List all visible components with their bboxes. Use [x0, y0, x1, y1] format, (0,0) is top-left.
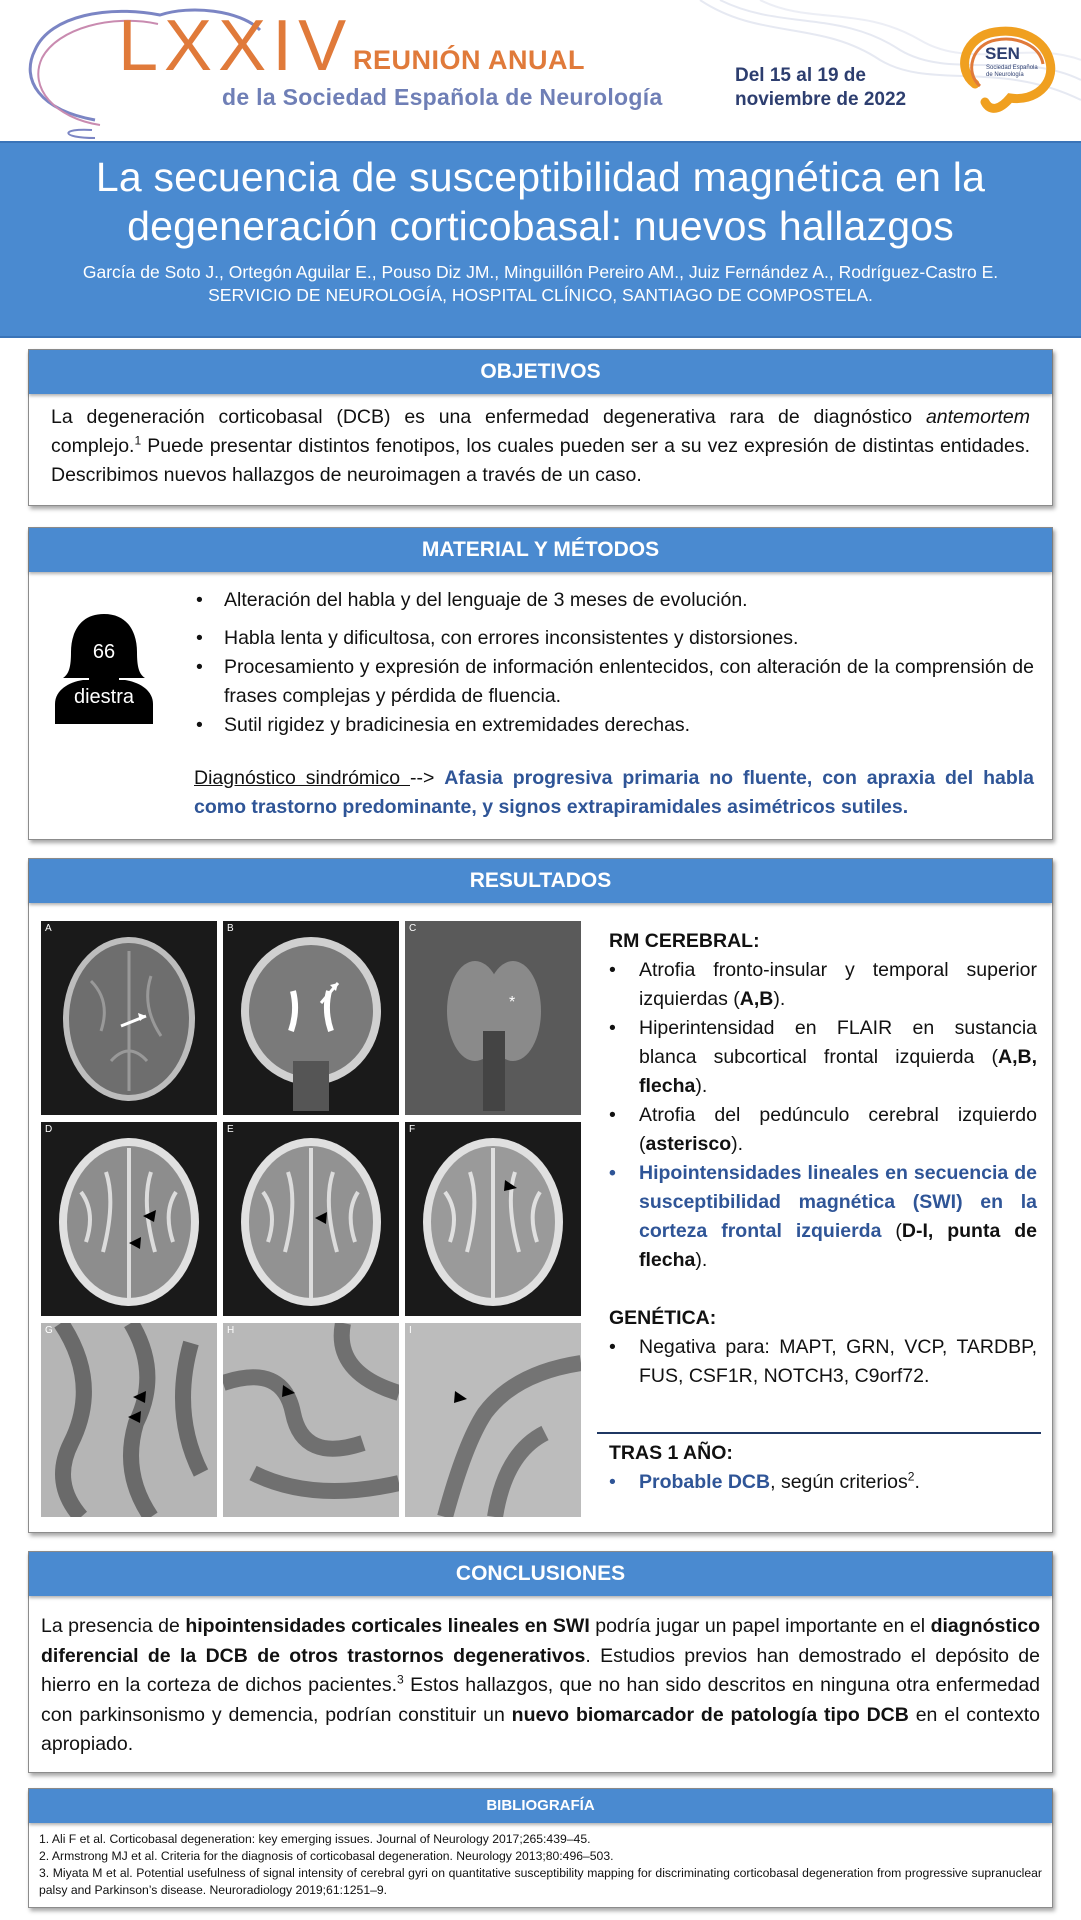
- section-heading: RESULTADOS: [29, 859, 1052, 903]
- event-name: REUNIÓN ANUAL: [353, 45, 585, 75]
- syndromic-diagnosis: Diagnóstico sindrómico --> Afasia progresiva primaria no fluente, con apraxia del habla como trastorno predominante, y signos extrapiramidales asimétricos sutiles.: [194, 767, 1035, 818]
- event-dates: [735, 64, 906, 112]
- mri-panel-a: [41, 921, 217, 1115]
- mri-panel-c: [405, 921, 581, 1115]
- title-line-2: degeneración corticobasal: nuevos hallazgos: [127, 203, 954, 249]
- section-heading: BIBLIOGRAFÍA: [29, 1789, 1052, 1823]
- list-item: • Atrofia del pedúnculo cerebral izquierdo (asterisco).: [609, 1101, 1037, 1159]
- date-line-1: Del 15 al 19 de: [735, 65, 866, 86]
- mri-findings: [609, 927, 1037, 1391]
- divider: [597, 1432, 1041, 1434]
- objetivos-text: La degeneración corticobasal (DCB) es una enfermedad degenerativa rara de diagnóstico antemortem complejo.$^1$ Puede presentar distintos fenotipos, los cuales pueden ser a su vez expresión de distintas entidades. Describimos nuevos hallazgos de neuroimagen a través de un caso.: [51, 406, 1030, 486]
- list-item: • Habla lenta y dificultosa, con errores inconsistentes y distorsiones.: [194, 624, 1034, 653]
- panel-label: C: [409, 923, 417, 934]
- section-heading: OBJETIVOS: [29, 350, 1052, 394]
- society-name: de la Sociedad Española de Neurología: [222, 84, 663, 110]
- list-item: • Negativa para: MAPT, GRN, VCP, TARDBP, FUS, CSF1R, NOTCH3, C9orf72.: [609, 1333, 1037, 1391]
- follow-up-heading: TRAS 1 AÑO:: [609, 1442, 733, 1464]
- reference-item: 1. Ali F et al. Corticobasal degeneration: key emerging issues. Journal of Neurology 2017;265:439–45.: [39, 1832, 591, 1846]
- svg-text:*: *: [509, 994, 516, 1011]
- panel-label: I: [409, 1325, 412, 1336]
- date-line-2: noviembre de 2022: [735, 89, 907, 110]
- section-heading: MATERIAL Y MÉTODOS: [29, 528, 1052, 572]
- mri-panel-d: [41, 1122, 217, 1316]
- panel-label: A: [45, 923, 52, 934]
- list-item: • Probable DCB, según criterios$^2$.: [609, 1468, 1037, 1497]
- edition-number: LXXIV: [118, 6, 353, 86]
- panel-label: D: [45, 1124, 53, 1135]
- list-item: • Procesamiento y expresión de información enlentecidos, con alteración de la comprensión de frases complejas y pérdida de fluencia.: [194, 653, 1034, 711]
- genetics-list: [609, 1333, 1037, 1391]
- mri-panel-b: [223, 921, 399, 1115]
- author-list: García de Soto J., Ortegón Aguilar E., Pouso Diz JM., Minguillón Pereiro AM., Juiz Fernández A., Rodríguez-Castro E.: [82, 262, 999, 282]
- section-bibliografia: [28, 1788, 1053, 1908]
- section-resultados: [28, 858, 1053, 1533]
- section-material-metodos: [28, 527, 1053, 840]
- section-objetivos: [28, 349, 1053, 506]
- mri-panel-i: [405, 1323, 581, 1517]
- panel-label: B: [227, 923, 234, 934]
- mri-panel-g: [41, 1323, 217, 1517]
- list-item: • Alteración del habla y del lenguaje de 3 meses de evolución.: [194, 586, 1034, 615]
- logo-title: SEN: [985, 44, 1020, 63]
- rm-findings-list: [609, 956, 1037, 1275]
- reference-item: 2. Armstrong MJ et al. Criteria for the diagnosis of corticobasal degeneration. Neurology 2013;80:496–503.: [39, 1849, 614, 1863]
- section-heading: CONCLUSIONES: [29, 1552, 1052, 1596]
- mri-panel-e: [223, 1122, 399, 1316]
- poster-title: [0, 153, 1081, 251]
- follow-up-list: [609, 1468, 1037, 1497]
- section-conclusiones: [28, 1551, 1053, 1773]
- list-item: • Atrofia fronto-insular y temporal superior izquierdas (A,B).: [609, 956, 1037, 1014]
- logo-subtitle: Sociedad Española de Neurología: [986, 65, 1038, 78]
- reference-list: [29, 1823, 1052, 1899]
- rm-heading: RM CEREBRAL:: [609, 930, 760, 952]
- mri-image-grid: [41, 921, 581, 1517]
- conclusiones-text: La presencia de hipointensidades corticales lineales en SWI podría jugar un papel importante en el diagnóstico diferencial de la DCB de otros trastornos degenerativos. Estudios previos han demostrado el depósito de hierro en la corteza de dichos pacientes.$^3$ Estos hallazgos, que no han sido descritos en ninguna otra enfermedad con parkinsonismo y demencia, podrían constituir un nuevo biomarcador de patología tipo DCB en el contexto apropiado.: [41, 1615, 1041, 1755]
- reference-item: 3. Miyata M et al. Potential usefulness of signal intensity of cerebral gyri on quantitative susceptibility mapping for discriminating corticobasal degeneration from progressive supranuclear palsy and Parkinson’s disease. Neuroradiology 2019;61:1251–9.: [39, 1866, 1042, 1897]
- affiliation: SERVICIO DE NEUROLOGÍA, HOSPITAL CLÍNICO, SANTIAGO DE COMPOSTELA.: [208, 285, 873, 305]
- patient-handedness: diestra: [73, 686, 135, 708]
- panel-label: H: [227, 1325, 235, 1336]
- panel-label: E: [227, 1124, 234, 1135]
- poster-title-band: [0, 141, 1081, 338]
- conference-banner: [0, 0, 1081, 141]
- title-line-1: La secuencia de susceptibilidad magnética en la: [95, 154, 986, 200]
- patient-age: 66: [92, 641, 116, 663]
- list-item: • Hipointensidades lineales en secuencia de susceptibilidad magnética (SWI) en la corteza frontal izquierda (D-I, punta de flecha).: [609, 1159, 1037, 1275]
- genetics-heading: GENÉTICA:: [609, 1307, 717, 1329]
- panel-label: G: [45, 1325, 53, 1336]
- mri-panel-f: [405, 1122, 581, 1316]
- clinical-findings-list: [194, 586, 1034, 740]
- list-item: • Sutil rigidez y bradicinesia en extremidades derechas.: [194, 711, 1034, 740]
- mri-panel-h: [223, 1323, 399, 1517]
- list-item: • Hiperintensidad en FLAIR en sustancia blanca subcortical frontal izquierda (A,B, flecha).: [609, 1014, 1037, 1101]
- panel-label: F: [409, 1124, 416, 1135]
- follow-up: [609, 1439, 1037, 1497]
